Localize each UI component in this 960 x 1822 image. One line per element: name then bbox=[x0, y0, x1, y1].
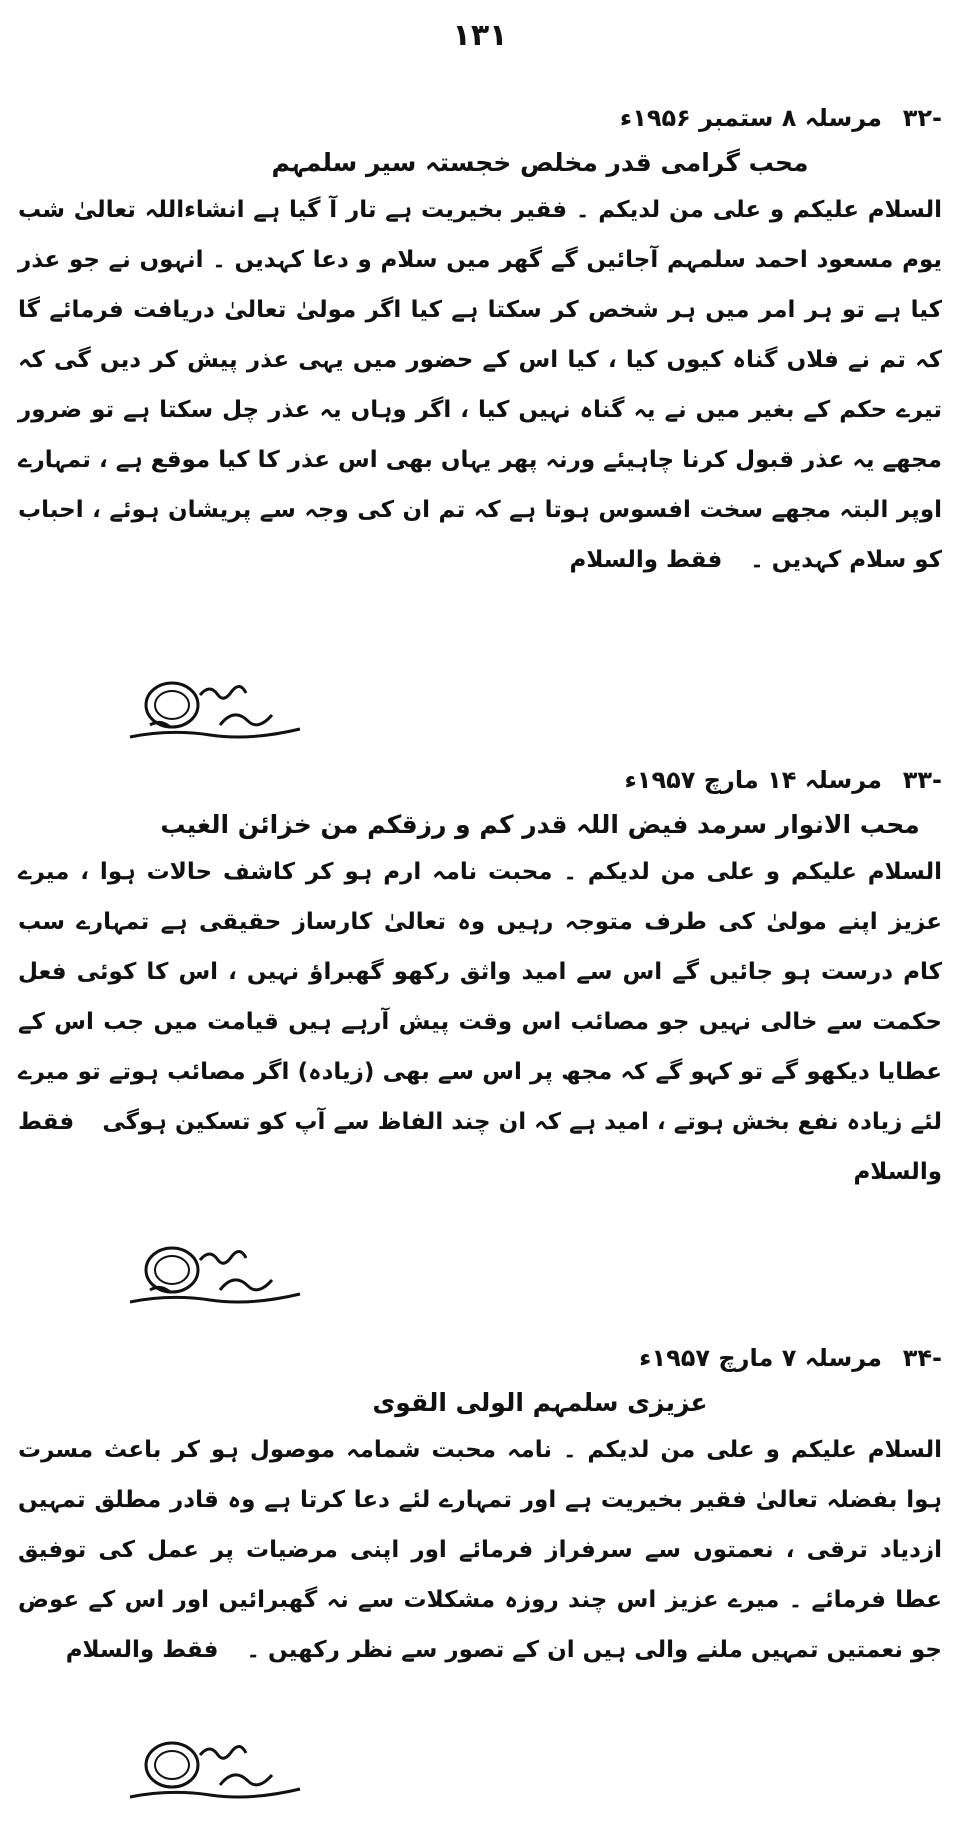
letter-salutation: عزیزی سلمہم الولی القوی bbox=[372, 1388, 708, 1417]
letter-body-text: السلام علیکم و علی من لدیکم ۔ فقیر بخیریت ہے تار آ گیا ہے انشاءاللہ تعالیٰ شب یوم مسعود احمد سلمہم آجائیں گے گھر میں سلام و دعا کہدیں ۔ انہوں نے جو عذر کیا ہے تو ہر امر میں ہر شخص کر سکتا ہے کیا اگر مولیٰ تعالیٰ دریافت فرمائے گا کہ تم نے فلاں گناہ کیوں کیا ، کیا اس کے حضور میں یہی عذر پیش کر دیں گی کہ تیرے حکم کے بغیر میں نے یہ گناہ نہیں کیا ، اگر وہاں یہ عذر چل سکتا ہے تو ضرور مجھے یہ عذر قبول کرنا چاہیئے ورنہ پھر یہاں بھی اس عذر کا کیا موقع ہے ، تمہارے اوپر البتہ مجھے سخت افسوس ہوتا ہے کہ تم ان کی وجہ سے پریشان ہوئے ، احباب کو سلام کہدیں ۔ bbox=[18, 197, 942, 573]
letter-body bbox=[18, 1425, 942, 1675]
signature-stamp bbox=[110, 1230, 310, 1320]
letter-closing: فقط والسلام bbox=[569, 547, 723, 573]
letter-body bbox=[18, 185, 942, 585]
signature-drawing bbox=[110, 1230, 310, 1320]
letter-32 bbox=[18, 100, 942, 585]
letter-header bbox=[18, 100, 942, 146]
signature-stamp bbox=[110, 1725, 310, 1815]
letter-number: -۳۴ bbox=[902, 1344, 942, 1372]
letter-closing: فقط والسلام bbox=[18, 1109, 942, 1185]
letter-body bbox=[18, 847, 942, 1197]
letter-closing: فقط والسلام bbox=[65, 1637, 219, 1663]
letter-number: -۳۳ bbox=[902, 766, 942, 794]
letter-salutation: محب الانوار سرمد فیض اللہ قدر کم و رزقکم من خزائن الغیب bbox=[160, 810, 920, 839]
letter-date: مرسلہ ۷ مارچ ۱۹۵۷ء bbox=[639, 1344, 882, 1372]
letter-33 bbox=[18, 762, 942, 1197]
letter-date: مرسلہ ۸ ستمبر ۱۹۵۶ء bbox=[619, 104, 882, 132]
letter-body-text: السلام علیکم و علی من لدیکم ۔ محبت نامہ ارم ہو کر کاشف حالات ہوا ، میرے عزیز اپنے مولیٰ کی طرف متوجہ رہیں وہ تعالیٰ کارساز حقیقی ہے تمہارے سب کام درست ہو جائیں گے اس سے امید واثق رکھو گھبراؤ نہیں ، اس کا کوئی فعل حکمت سے خالی نہیں جو مصائب اس وقت پیش آرہے ہیں قیامت میں جب اس کے عطایا دیکھو گے تو کہو گے کہ مجھ پر اس سے بھی (زیادہ) اگر مصائب ہوتے تو میرے لئے زیادہ نفع بخش ہوتے ، امید ہے کہ ان چند الفاظ سے آپ کو تسکین ہوگی bbox=[18, 859, 942, 1135]
letter-date: مرسلہ ۱۴ مارچ ۱۹۵۷ء bbox=[624, 766, 882, 794]
letter-34 bbox=[18, 1340, 942, 1675]
letter-salutation: محب گرامی قدر مخلص خجستہ سیر سلمہم bbox=[271, 148, 809, 177]
letter-number: -۳۲ bbox=[902, 104, 942, 132]
page-number: ۱۳۱ bbox=[452, 18, 508, 53]
letter-header bbox=[18, 762, 942, 808]
signature-stamp bbox=[110, 665, 310, 755]
letter-header bbox=[18, 1340, 942, 1386]
signature-drawing bbox=[110, 665, 310, 755]
letter-body-text: السلام علیکم و علی من لدیکم ۔ نامہ محبت شمامہ موصول ہو کر باعث مسرت ہوا بفضلہ تعالیٰ فقیر بخیریت ہے اور تمہارے لئے دعا کرتا ہے وہ قادر مطلق تمہیں ازدیاد ترقی ، نعمتوں سے سرفراز فرمائے اور اپنی مرضیات پر عمل کی توفیق عطا فرمائے ۔ میرے عزیز اس چند روزہ مشکلات سے نہ گھبرائیں اور اس کے عوض جو نعمتیں تمہیں ملنے والی ہیں ان کے تصور سے نظر رکھیں ۔ bbox=[18, 1437, 942, 1663]
signature-drawing bbox=[110, 1725, 310, 1815]
